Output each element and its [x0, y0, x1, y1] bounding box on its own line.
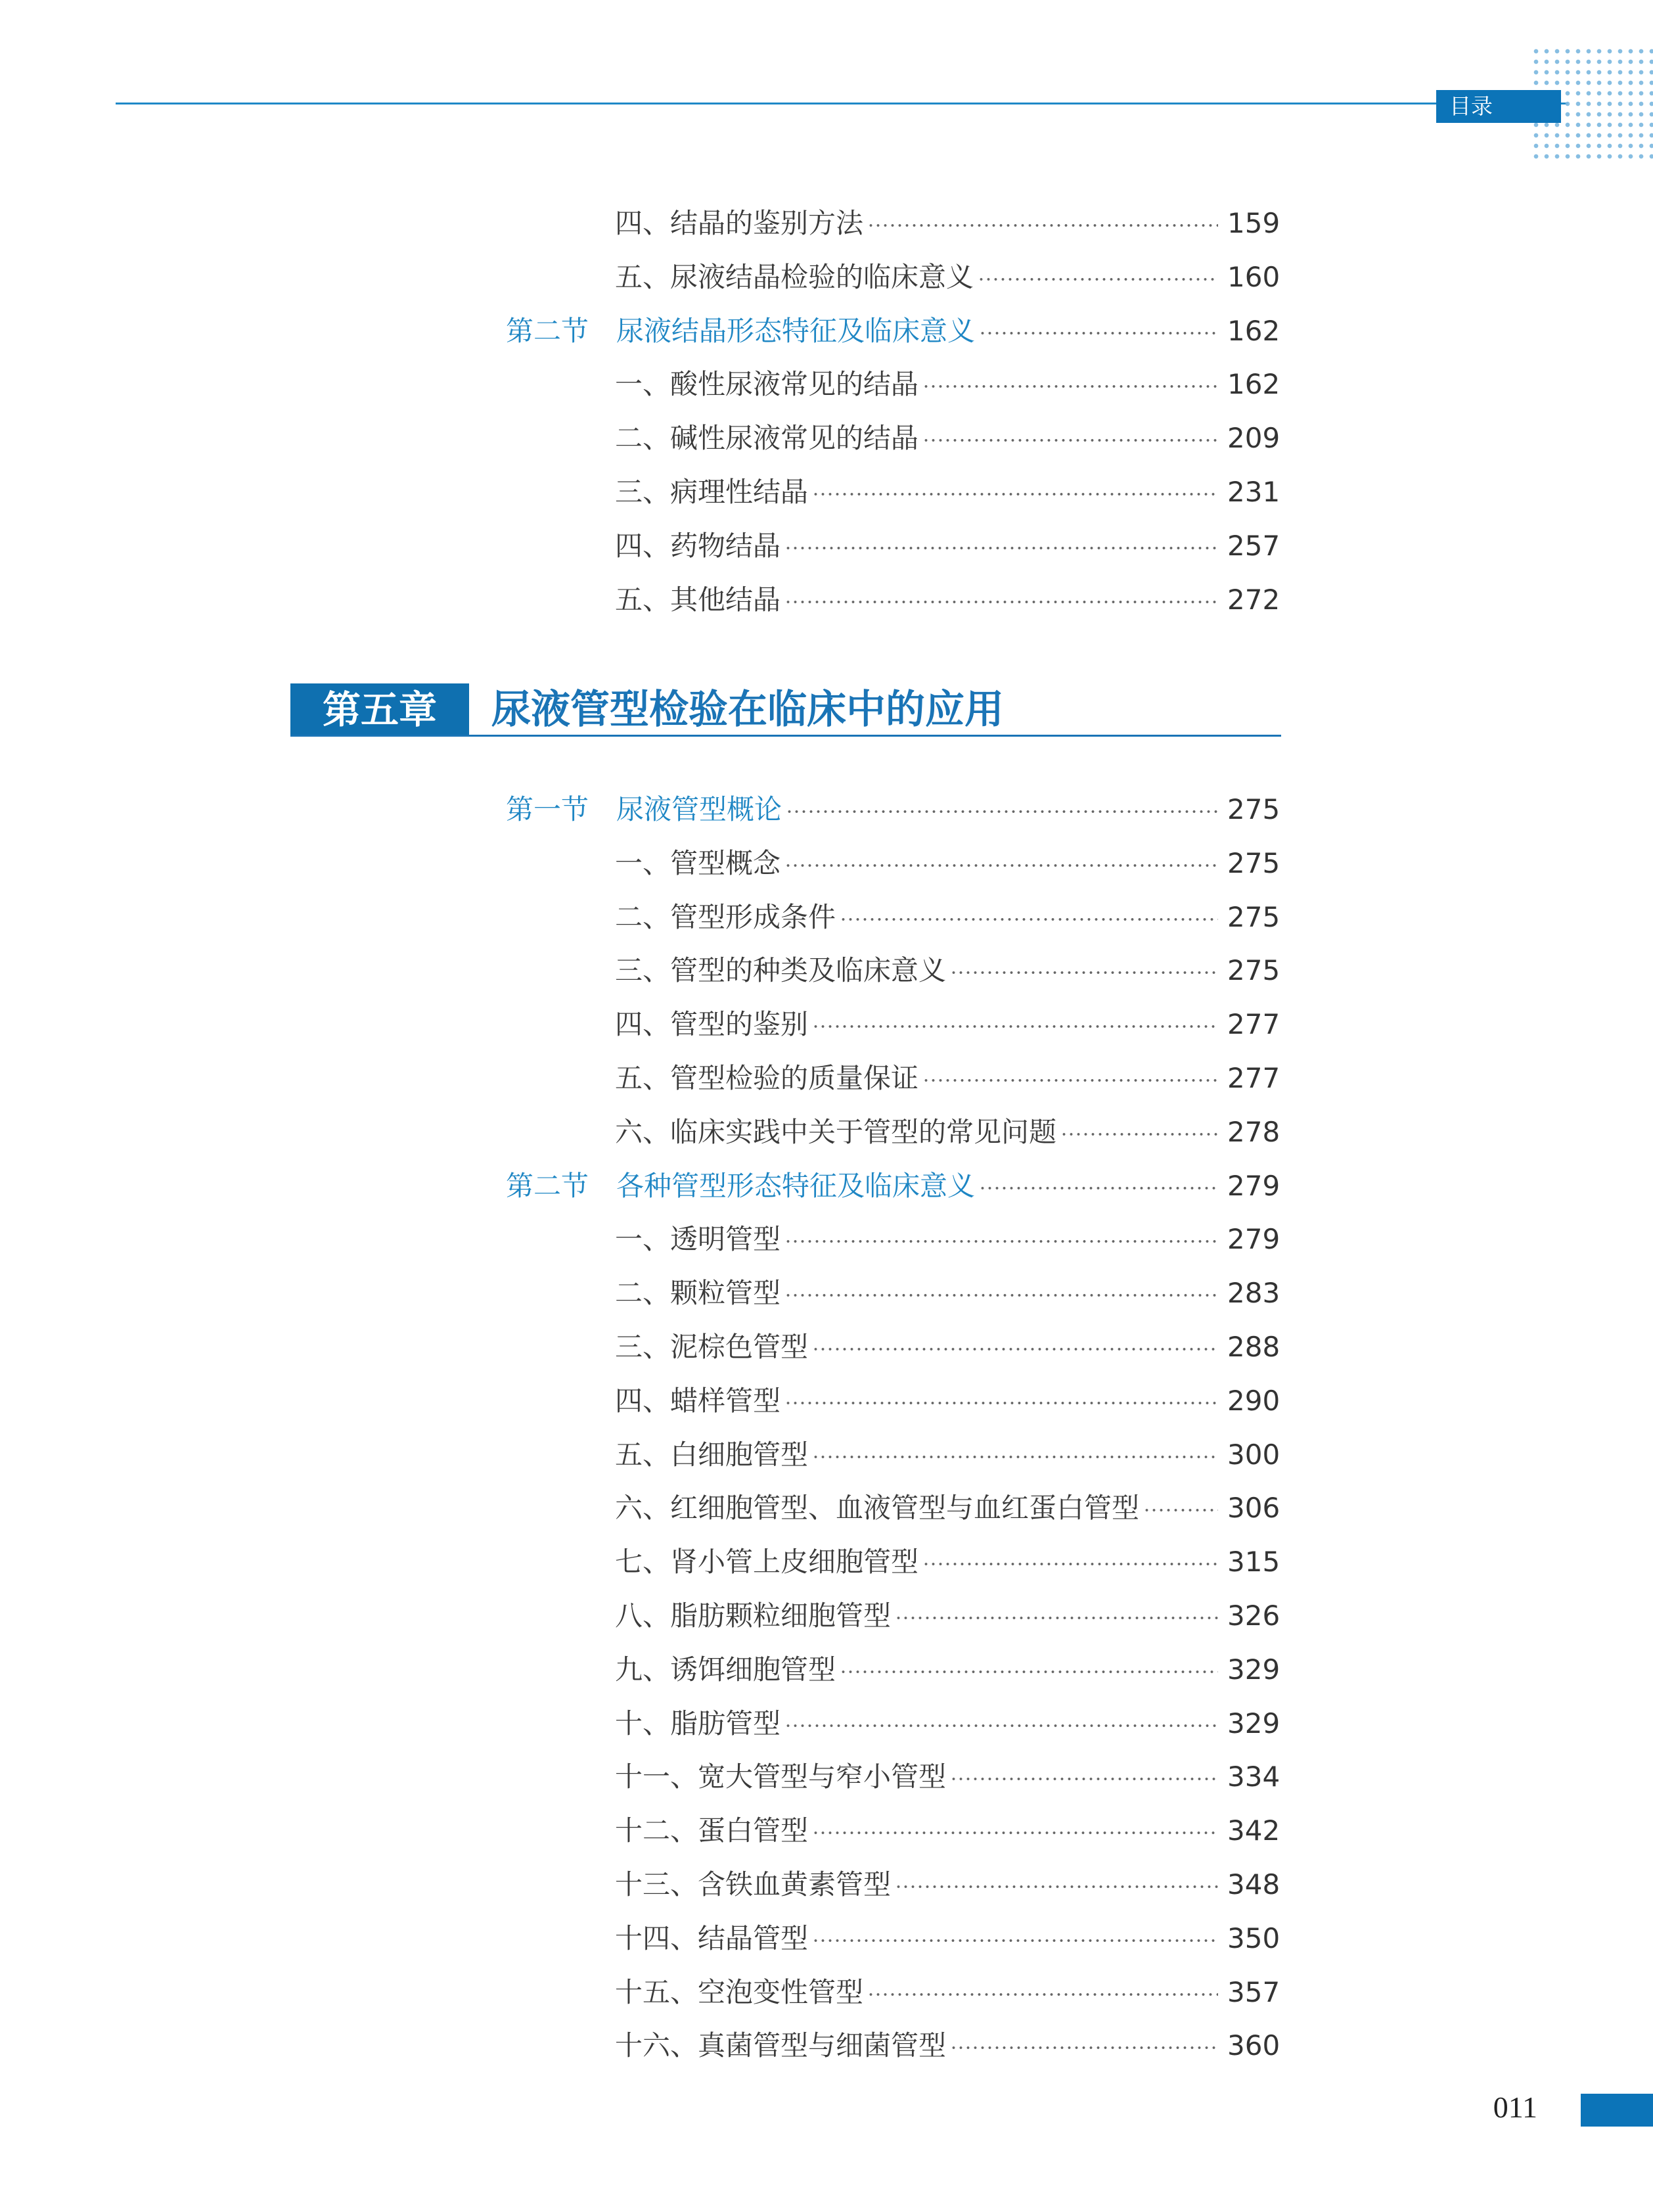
dot-leader [867, 223, 1218, 227]
toc-entry-page: 357 [1227, 1975, 1280, 2008]
page-number: 011 [1493, 2090, 1537, 2124]
dot-leader [895, 1616, 1218, 1620]
toc-section-entry[interactable] [506, 305, 1280, 357]
toc-entry-title: 一、透明管型 [615, 1223, 781, 1256]
dot-leader [950, 971, 1218, 975]
dot-leader [784, 600, 1218, 604]
toc-entry-page: 277 [1227, 1008, 1280, 1041]
dot-leader [812, 1939, 1218, 1943]
toc-entry-title: 十四、结晶管型 [615, 1922, 809, 1954]
dot-leader [812, 1831, 1218, 1835]
chapter-label: 第五章 [290, 683, 469, 736]
toc-entry-title: 五、管型检验的质量保证 [615, 1062, 919, 1094]
toc-entry-page: 290 [1227, 1384, 1280, 1417]
toc-entry-title: 十、脂肪管型 [615, 1707, 781, 1740]
toc-entry[interactable] [615, 891, 1280, 944]
toc-section-number: 第一节 [506, 793, 589, 825]
dot-leader [812, 492, 1218, 496]
toc-entry-title: 五、其他结晶 [615, 583, 781, 616]
dot-leader [895, 1885, 1218, 1889]
toc-entry-page: 160 [1227, 260, 1280, 293]
toc-entry-page: 275 [1227, 846, 1280, 879]
toc-entry-title: 五、尿液结晶检验的临床意义 [615, 260, 974, 293]
toc-entry[interactable] [615, 1590, 1280, 1642]
toc-entry[interactable] [615, 1321, 1280, 1373]
toc-section-number: 第二节 [506, 314, 589, 347]
toc-entry[interactable] [615, 520, 1280, 572]
toc-entry[interactable] [615, 1429, 1280, 1481]
dot-leader [950, 2046, 1218, 2050]
dot-leader [922, 1562, 1218, 1566]
dot-leader [978, 277, 1218, 281]
toc-entry-title: 尿液结晶形态特征及临床意义 [616, 314, 976, 347]
toc-entry[interactable] [615, 1858, 1280, 1911]
dot-leader [812, 1025, 1218, 1028]
toc-entry-page: 162 [1227, 368, 1280, 401]
toc-entry-page: 306 [1227, 1492, 1280, 1525]
toc-entry[interactable] [615, 1375, 1280, 1427]
toc-entry[interactable] [615, 251, 1280, 304]
dot-leader [950, 1777, 1218, 1781]
toc-entry-title: 二、颗粒管型 [615, 1277, 781, 1310]
toc-entry-page: 350 [1227, 1922, 1280, 1954]
toc-entry[interactable] [615, 1751, 1280, 1803]
toc-entry[interactable] [615, 574, 1280, 626]
toc-entry-title: 十五、空泡变性管型 [615, 1975, 864, 2008]
dot-leader [1060, 1132, 1218, 1136]
dot-leader [784, 1401, 1218, 1405]
toc-entry-title: 六、红细胞管型、血液管型与血红蛋白管型 [615, 1492, 1140, 1525]
toc-entry-title: 四、蜡样管型 [615, 1384, 781, 1417]
toc-entry[interactable] [615, 197, 1280, 250]
toc-entry-title: 十三、含铁血黄素管型 [615, 1868, 892, 1901]
toc-entry-page: 278 [1227, 1115, 1280, 1148]
toc-entry-page: 329 [1227, 1653, 1280, 1686]
toc-entry[interactable] [615, 998, 1280, 1051]
toc-entry-page: 275 [1227, 900, 1280, 933]
toc-entry-page: 326 [1227, 1600, 1280, 1632]
toc-entry[interactable] [615, 1805, 1280, 1857]
dot-leader [812, 1455, 1218, 1459]
toc-entry-title: 四、结晶的鉴别方法 [615, 207, 864, 239]
toc-entry-page: 257 [1227, 529, 1280, 562]
toc-entry[interactable] [615, 1536, 1280, 1588]
toc-entry-title: 十二、蛋白管型 [615, 1814, 809, 1847]
toc-entry-page: 272 [1227, 583, 1280, 616]
page-number-bar [1581, 2094, 1653, 2127]
toc-entry-title: 七、肾小管上皮细胞管型 [615, 1546, 919, 1578]
toc-entry[interactable] [615, 1644, 1280, 1696]
toc-entry-title: 十六、真菌管型与细菌管型 [615, 2029, 947, 2062]
toc-entry-page: 348 [1227, 1868, 1280, 1901]
dot-leader [840, 917, 1218, 921]
toc-entry-title: 各种管型形态特征及临床意义 [616, 1169, 976, 1202]
chapter-title: 尿液管型检验在临床中的应用 [491, 687, 1004, 733]
toc-entry-page: 288 [1227, 1331, 1280, 1363]
toc-entry-page: 329 [1227, 1707, 1280, 1740]
header-rule [116, 103, 1568, 104]
dot-leader [840, 1670, 1218, 1674]
toc-entry-page: 279 [1227, 1223, 1280, 1256]
dot-leader [922, 438, 1218, 442]
dot-leader [784, 1724, 1218, 1728]
dot-leader [922, 1078, 1218, 1082]
toc-entry-title: 五、白细胞管型 [615, 1438, 809, 1471]
toc-entry[interactable] [615, 412, 1280, 465]
toc-entry-title: 三、管型的种类及临床意义 [615, 954, 947, 987]
toc-entry[interactable] [615, 1482, 1280, 1534]
toc-section-entry[interactable] [506, 783, 1280, 836]
toc-entry-page: 275 [1227, 793, 1280, 825]
toc-entry-title: 十一、宽大管型与窄小管型 [615, 1761, 947, 1793]
dot-leader [922, 384, 1218, 388]
toc-entry-title: 六、临床实践中关于管型的常见问题 [615, 1115, 1057, 1148]
dot-leader [979, 331, 1218, 335]
toc-entry[interactable] [615, 837, 1280, 890]
dot-leader [784, 1239, 1218, 1243]
dot-leader [812, 1347, 1218, 1351]
toc-entry-page: 334 [1227, 1761, 1280, 1793]
toc-entry-page: 279 [1227, 1169, 1280, 1202]
toc-entry[interactable] [615, 1267, 1280, 1320]
toc-entry-page: 159 [1227, 207, 1280, 239]
toc-entry-page: 300 [1227, 1438, 1280, 1471]
header-tab [1436, 90, 1561, 123]
toc-entry[interactable] [615, 1213, 1280, 1266]
toc-entry-title: 尿液管型概论 [616, 793, 782, 825]
toc-entry-title: 九、诱饵细胞管型 [615, 1653, 836, 1686]
toc-section-entry[interactable] [506, 1160, 1280, 1212]
toc-entry-page: 360 [1227, 2029, 1280, 2062]
chapter-rule [290, 735, 1281, 737]
toc-entry-title: 四、管型的鉴别 [615, 1008, 809, 1041]
dot-leader [784, 1293, 1218, 1297]
toc-entry-title: 三、病理性结晶 [615, 476, 809, 508]
toc-entry[interactable] [615, 944, 1280, 997]
dot-leader [867, 1993, 1218, 1996]
dot-leader [1143, 1508, 1218, 1512]
toc-entry[interactable] [615, 1106, 1280, 1159]
toc-entry-page: 275 [1227, 954, 1280, 987]
toc-entry-page: 209 [1227, 422, 1280, 455]
toc-entry-title: 四、药物结晶 [615, 529, 781, 562]
toc-entry[interactable] [615, 1966, 1280, 2019]
dot-leader [786, 810, 1218, 814]
dot-leader [784, 864, 1218, 867]
toc-entry[interactable] [615, 358, 1280, 411]
toc-entry-page: 342 [1227, 1814, 1280, 1847]
toc-entry-page: 162 [1227, 314, 1280, 347]
toc-entry-title: 二、碱性尿液常见的结晶 [615, 422, 919, 455]
toc-entry[interactable] [615, 466, 1280, 518]
dot-leader [784, 546, 1218, 550]
toc-entry-page: 315 [1227, 1546, 1280, 1578]
toc-entry-title: 二、管型形成条件 [615, 900, 836, 933]
toc-entry-page: 283 [1227, 1277, 1280, 1310]
toc-entry-page: 231 [1227, 476, 1280, 508]
dot-leader [979, 1186, 1218, 1190]
toc-entry[interactable] [615, 1052, 1280, 1105]
toc-entry-title: 一、管型概念 [615, 846, 781, 879]
toc-entry-title: 八、脂肪颗粒细胞管型 [615, 1600, 892, 1632]
header-tab-label: 目录 [1449, 93, 1493, 119]
toc-entry[interactable] [615, 1912, 1280, 1965]
toc-entry-title: 三、泥棕色管型 [615, 1331, 809, 1363]
toc-entry-page: 277 [1227, 1062, 1280, 1094]
toc-entry-title: 一、酸性尿液常见的结晶 [615, 368, 919, 401]
toc-entry[interactable] [615, 2019, 1280, 2072]
toc-section-number: 第二节 [506, 1169, 589, 1202]
toc-entry[interactable] [615, 1697, 1280, 1750]
